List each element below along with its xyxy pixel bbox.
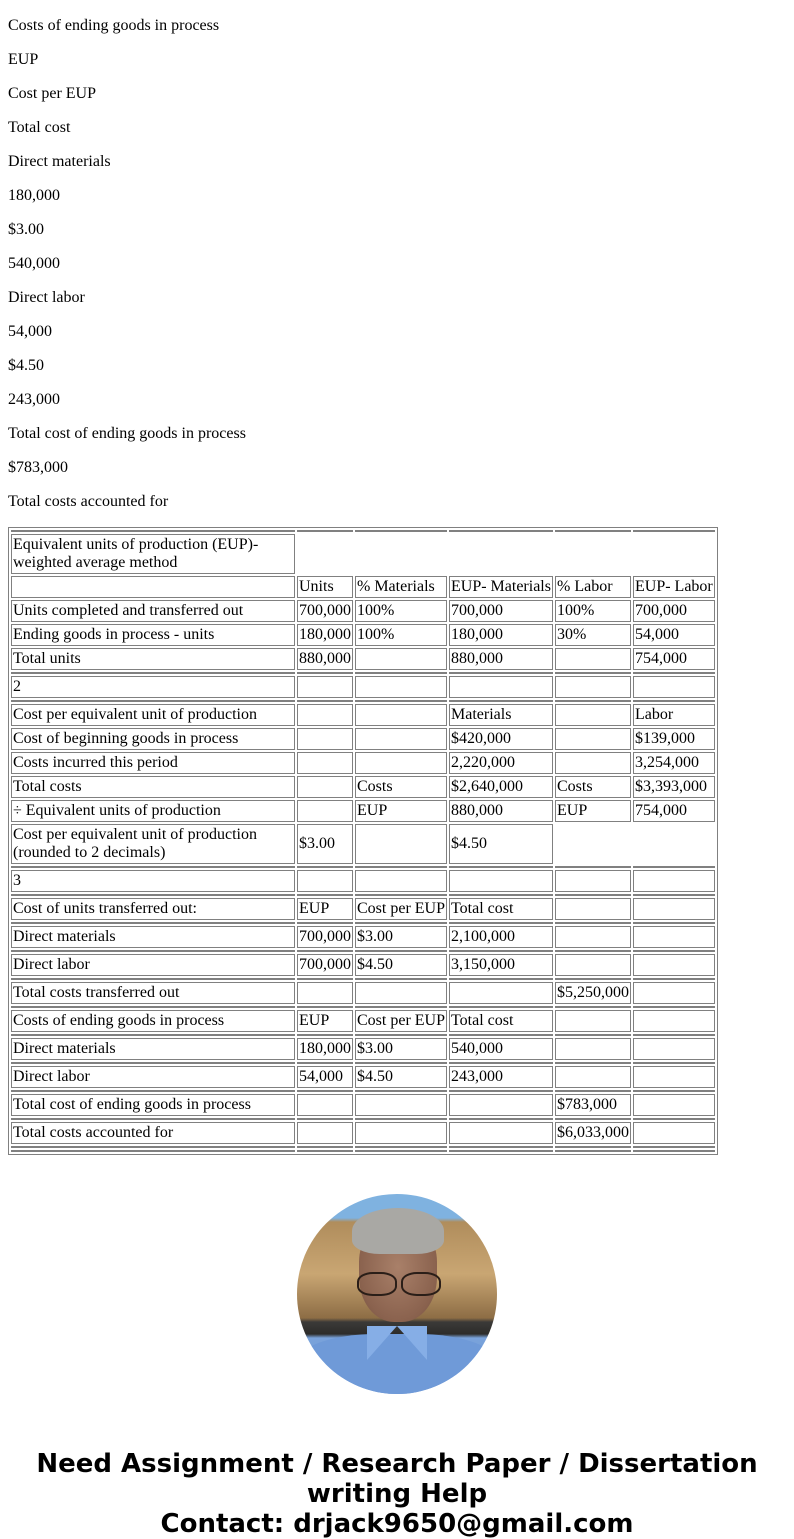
header-cell: % Labor (555, 576, 631, 598)
cell (355, 752, 447, 774)
cell (355, 982, 447, 1004)
text-line (8, 425, 786, 459)
text-line-value (8, 0, 786, 1)
cell: 540,000 (449, 1038, 553, 1060)
separator-row (11, 530, 715, 532)
cell (355, 1122, 447, 1144)
cell: 700,000 (297, 926, 353, 948)
cell (449, 1094, 553, 1116)
cell: Total cost (449, 898, 553, 920)
solution-text-list (0, 0, 794, 527)
total-row (11, 1094, 715, 1116)
separator-row (11, 978, 715, 980)
table-row (11, 752, 715, 774)
table-row (11, 728, 715, 750)
cell: Cost per equivalent unit of production (rounded to 2 decimals) (11, 824, 295, 864)
cell: Cost per equivalent unit of production (11, 704, 295, 726)
cell: $139,000 (633, 728, 715, 750)
table-row (11, 600, 715, 622)
table-row (11, 624, 715, 646)
text-line-value: Total cost of ending goods in process (8, 425, 246, 442)
cell: 754,000 (633, 800, 715, 822)
separator-row (11, 1146, 715, 1148)
cell: $5,250,000 (555, 982, 631, 1004)
cell: 700,000 (297, 954, 353, 976)
cell: ÷ Equivalent units of production (11, 800, 295, 822)
cell: Direct labor (11, 1066, 295, 1088)
cell (449, 1122, 553, 1144)
text-line (8, 255, 786, 289)
cell (555, 728, 631, 750)
cell: EUP (555, 800, 631, 822)
eup-cost-table (8, 527, 718, 1155)
separator-row (11, 672, 715, 674)
cell (297, 704, 353, 726)
text-line (8, 459, 786, 493)
cell: 180,000 (297, 624, 353, 646)
cell (355, 704, 447, 726)
cell (633, 1010, 715, 1032)
table-row (11, 1066, 715, 1088)
separator-row (11, 1118, 715, 1120)
cell: Cost per EUP (355, 1010, 447, 1032)
cell: Direct materials (11, 1038, 295, 1060)
header-cell: Units (297, 576, 353, 598)
table-row (11, 1010, 715, 1032)
cell: EUP (297, 898, 353, 920)
text-line (8, 119, 786, 153)
text-line (8, 51, 786, 85)
cell: Costs incurred this period (11, 752, 295, 774)
text-line (8, 323, 786, 357)
cell: Materials (449, 704, 553, 726)
cell: 700,000 (449, 600, 553, 622)
text-line (8, 493, 786, 527)
cell: 180,000 (297, 1038, 353, 1060)
cell (297, 776, 353, 798)
cell (297, 1094, 353, 1116)
cell: 880,000 (449, 800, 553, 822)
cell (633, 982, 715, 1004)
separator-row (11, 922, 715, 924)
table-row (11, 776, 715, 798)
cell: 243,000 (449, 1066, 553, 1088)
cell: $6,033,000 (555, 1122, 631, 1144)
text-line-value: $4.50 (8, 357, 44, 374)
cell (449, 982, 553, 1004)
table-row (11, 898, 715, 920)
cell: Total units (11, 648, 295, 670)
table-title: Equivalent units of production (EUP)- weighted average method (11, 534, 295, 574)
author-avatar (297, 1194, 497, 1394)
cell (355, 648, 447, 670)
cell: 100% (555, 600, 631, 622)
cell (633, 1094, 715, 1116)
avatar-hair (352, 1208, 444, 1254)
table-row (11, 704, 715, 726)
table-row (11, 926, 715, 948)
cell: Labor (633, 704, 715, 726)
cell: Total costs transferred out (11, 982, 295, 1004)
table-header-row (11, 576, 715, 598)
cell (633, 926, 715, 948)
cell: Cost of beginning goods in process (11, 728, 295, 750)
cell: 100% (355, 624, 447, 646)
cell: EUP (297, 1010, 353, 1032)
text-line-value: Cost per EUP (8, 85, 96, 102)
cell (555, 752, 631, 774)
separator-row (11, 700, 715, 702)
grand-total-row (11, 1122, 715, 1144)
cell: Direct materials (11, 926, 295, 948)
separator-row (11, 1006, 715, 1008)
cell: 3,150,000 (449, 954, 553, 976)
text-line (8, 391, 786, 425)
cell: Costs (355, 776, 447, 798)
text-line-value: $3.00 (8, 221, 44, 238)
text-line (8, 221, 786, 255)
cell: Units completed and transferred out (11, 600, 295, 622)
cell: $4.50 (355, 954, 447, 976)
cell: 30% (555, 624, 631, 646)
header-cell: % Materials (355, 576, 447, 598)
text-line (8, 17, 786, 51)
cell: 754,000 (633, 648, 715, 670)
cell: 3,254,000 (633, 752, 715, 774)
cell (555, 1010, 631, 1032)
header-cell: EUP- Materials (449, 576, 553, 598)
cell: Cost of units transferred out: (11, 898, 295, 920)
text-line-value: 180,000 (8, 187, 60, 204)
cell (633, 954, 715, 976)
cell: $2,640,000 (449, 776, 553, 798)
text-line-value: 540,000 (8, 255, 60, 272)
cell: 700,000 (633, 600, 715, 622)
section-number: 2 (11, 676, 295, 698)
cell: $3.00 (355, 926, 447, 948)
text-line-value: Total cost (8, 119, 71, 136)
cell (633, 1038, 715, 1060)
text-line-value: EUP (8, 51, 39, 68)
text-line-value: Total costs accounted for (8, 493, 169, 510)
text-line-value: Direct labor (8, 289, 85, 306)
cell (297, 1122, 353, 1144)
cell: Total cost of ending goods in process (11, 1094, 295, 1116)
text-line (8, 0, 786, 17)
cell (555, 926, 631, 948)
cell (555, 704, 631, 726)
cell: $4.50 (355, 1066, 447, 1088)
section-number-row (11, 870, 715, 892)
cell (555, 1066, 631, 1088)
cell: Ending goods in process - units (11, 624, 295, 646)
cell: Total costs (11, 776, 295, 798)
cell: $783,000 (555, 1094, 631, 1116)
separator-row (11, 1034, 715, 1036)
table-row (11, 954, 715, 976)
text-line (8, 153, 786, 187)
cell (297, 800, 353, 822)
cell: $4.50 (449, 824, 553, 864)
text-line (8, 289, 786, 323)
cell (297, 728, 353, 750)
separator-row (11, 894, 715, 896)
cell: 2,220,000 (449, 752, 553, 774)
text-line-value: 243,000 (8, 391, 60, 408)
header-cell (11, 576, 295, 598)
text-line-value: Costs of ending goods in process (8, 17, 220, 34)
cell (355, 824, 447, 864)
cell: Costs (555, 776, 631, 798)
text-line (8, 187, 786, 221)
cell: $3.00 (297, 824, 353, 864)
cell: 180,000 (449, 624, 553, 646)
cell (355, 1094, 447, 1116)
text-line-value: 54,000 (8, 323, 52, 340)
separator-row (11, 1090, 715, 1092)
cell: 700,000 (297, 600, 353, 622)
total-row (11, 982, 715, 1004)
cell (297, 982, 353, 1004)
cell: 2,100,000 (449, 926, 553, 948)
text-line-value: Direct materials (8, 153, 111, 170)
section-number-row (11, 676, 715, 698)
cell (633, 1066, 715, 1088)
cell (633, 898, 715, 920)
cell: Direct labor (11, 954, 295, 976)
cell: Total cost (449, 1010, 553, 1032)
author-section (0, 1194, 794, 1399)
avatar-glasses (355, 1272, 441, 1294)
cell (355, 728, 447, 750)
cell (297, 752, 353, 774)
table-row (11, 1038, 715, 1060)
footer-advertisement (0, 1449, 794, 1539)
cell: 54,000 (633, 624, 715, 646)
table-row (11, 648, 715, 670)
cell (633, 1122, 715, 1144)
table-row (11, 800, 715, 822)
cell: 100% (355, 600, 447, 622)
cell: $420,000 (449, 728, 553, 750)
separator-row (11, 1062, 715, 1064)
cell (555, 648, 631, 670)
cell: Costs of ending goods in process (11, 1010, 295, 1032)
header-cell: EUP- Labor (633, 576, 715, 598)
table-title-row (11, 534, 715, 574)
footer-line-1: Need Assignment / Research Paper / Dissertation writing Help (36, 1449, 758, 1509)
cell (555, 954, 631, 976)
text-line (8, 85, 786, 119)
cell: 880,000 (297, 648, 353, 670)
cell (555, 1038, 631, 1060)
cell (555, 898, 631, 920)
text-line (8, 357, 786, 391)
cost-per-eup-row (11, 824, 715, 864)
cell: 54,000 (297, 1066, 353, 1088)
cell: 880,000 (449, 648, 553, 670)
separator-row (11, 950, 715, 952)
section-number: 3 (11, 870, 295, 892)
footer-contact: Contact: drjack9650@gmail.com (160, 1509, 634, 1539)
cell: Total costs accounted for (11, 1122, 295, 1144)
cell: EUP (355, 800, 447, 822)
separator-row (11, 866, 715, 868)
cell: $3,393,000 (633, 776, 715, 798)
separator-row (11, 1150, 715, 1152)
cell: Cost per EUP (355, 898, 447, 920)
text-line-value: $783,000 (8, 459, 68, 476)
cell: $3.00 (355, 1038, 447, 1060)
